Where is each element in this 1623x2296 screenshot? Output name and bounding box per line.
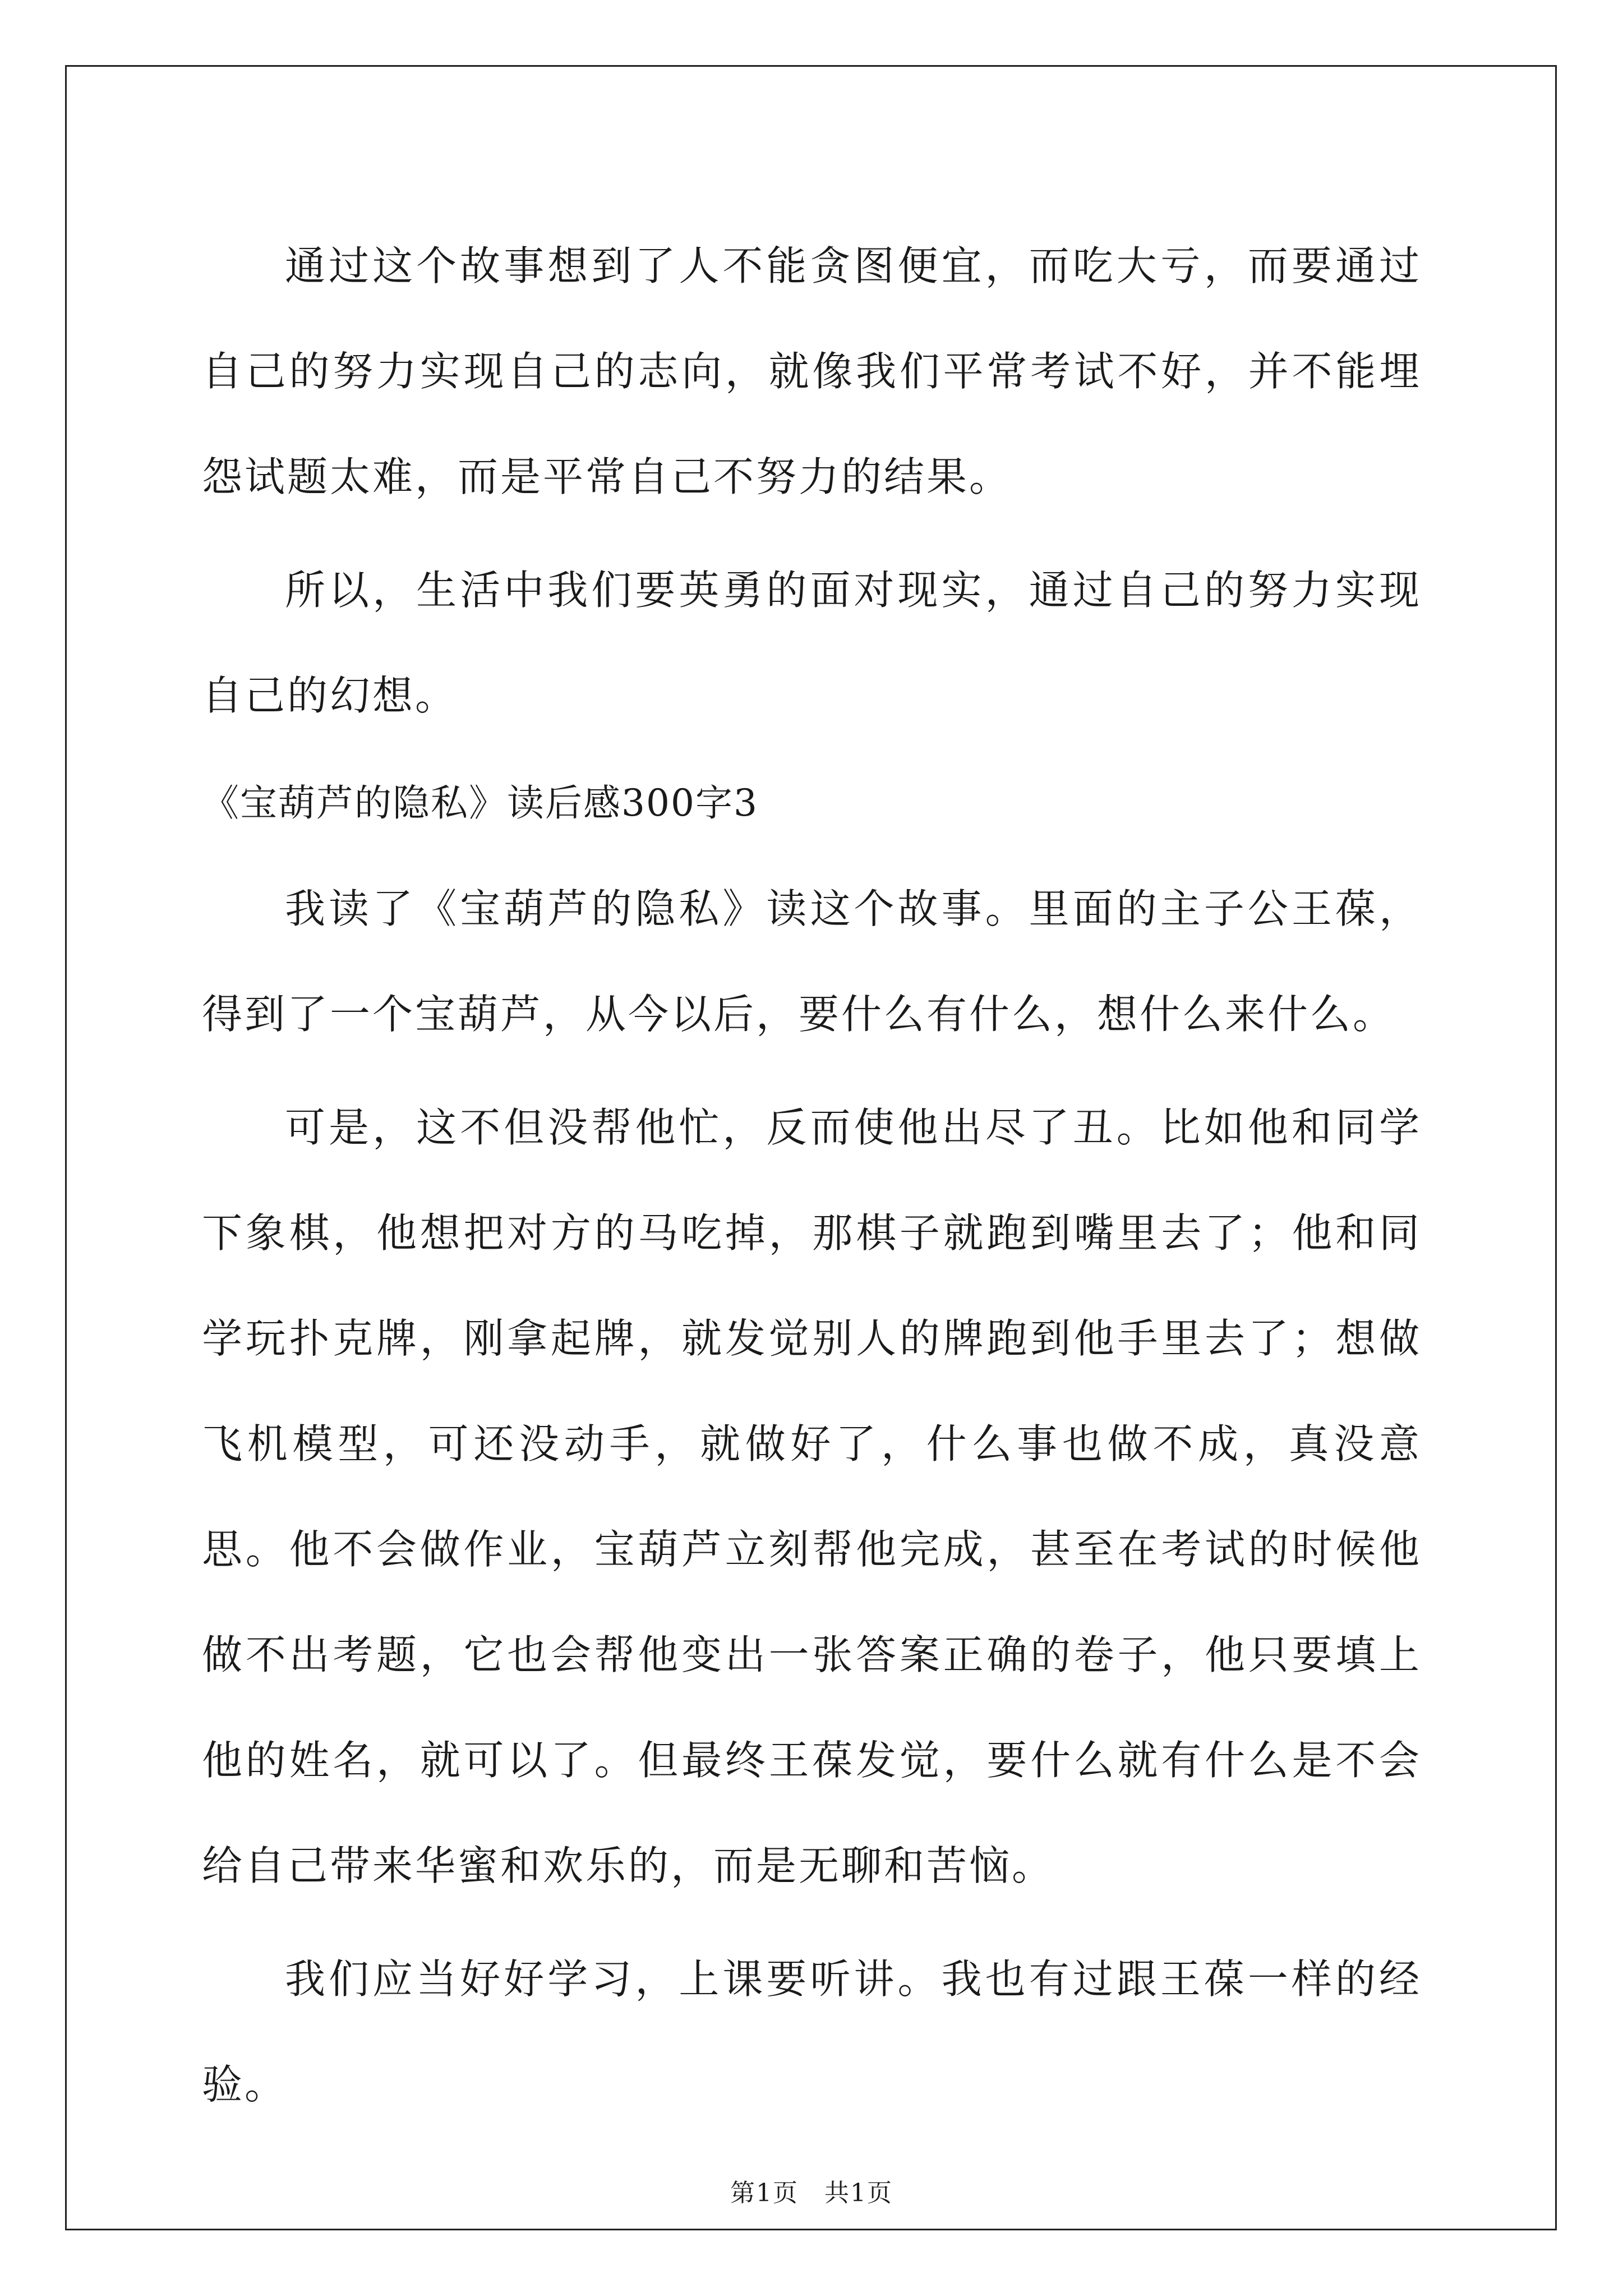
paragraph-3: 我读了《宝葫芦的隐私》读这个故事。里面的主子公王葆，得到了一个宝葫芦，从今以后，要什么有什么，想什么来什么。: [202, 885, 1422, 1038]
paragraph-5: 我们应当好好学习，上课要听讲。我也有过跟王葆一样的经验。: [202, 1955, 1422, 2108]
page-footer: 第1页 共1页: [730, 2179, 893, 2207]
section-heading: 《宝葫芦的隐私》读后感300字3: [202, 781, 758, 825]
paragraph-2: 所以，生活中我们要英勇的面对现实，通过自己的努力实现自己的幻想。: [202, 567, 1422, 719]
paragraph-1: 通过这个故事想到了人不能贪图便宜，而吃大亏，而要通过自己的努力实现自己的志向，就像我们平常考试不好，并不能埋怨试题太难，而是平常自己不努力的结果。: [202, 242, 1422, 500]
document-body: [202, 213, 1422, 2137]
paragraph-4: 可是，这不但没帮他忙，反而使他出尽了丑。比如他和同学下象棋，他想把对方的马吃掉，那棋子就跑到嘴里去了；他和同学玩扑克牌，刚拿起牌，就发觉别人的牌跑到他手里去了；想做飞机模型，可还没动手，就做好了，什么事也做不成，真没意思。他不会做作业，宝葫芦立刻帮他完成，甚至在考试的时候他做不出考题，它也会帮他变出一张答案正确的卷子，他只要填上他的姓名，就可以了。但最终王葆发觉，要什么就有什么是不会给自己带来华蜜和欢乐的，而是无聊和苦恼。: [202, 1104, 1422, 1889]
